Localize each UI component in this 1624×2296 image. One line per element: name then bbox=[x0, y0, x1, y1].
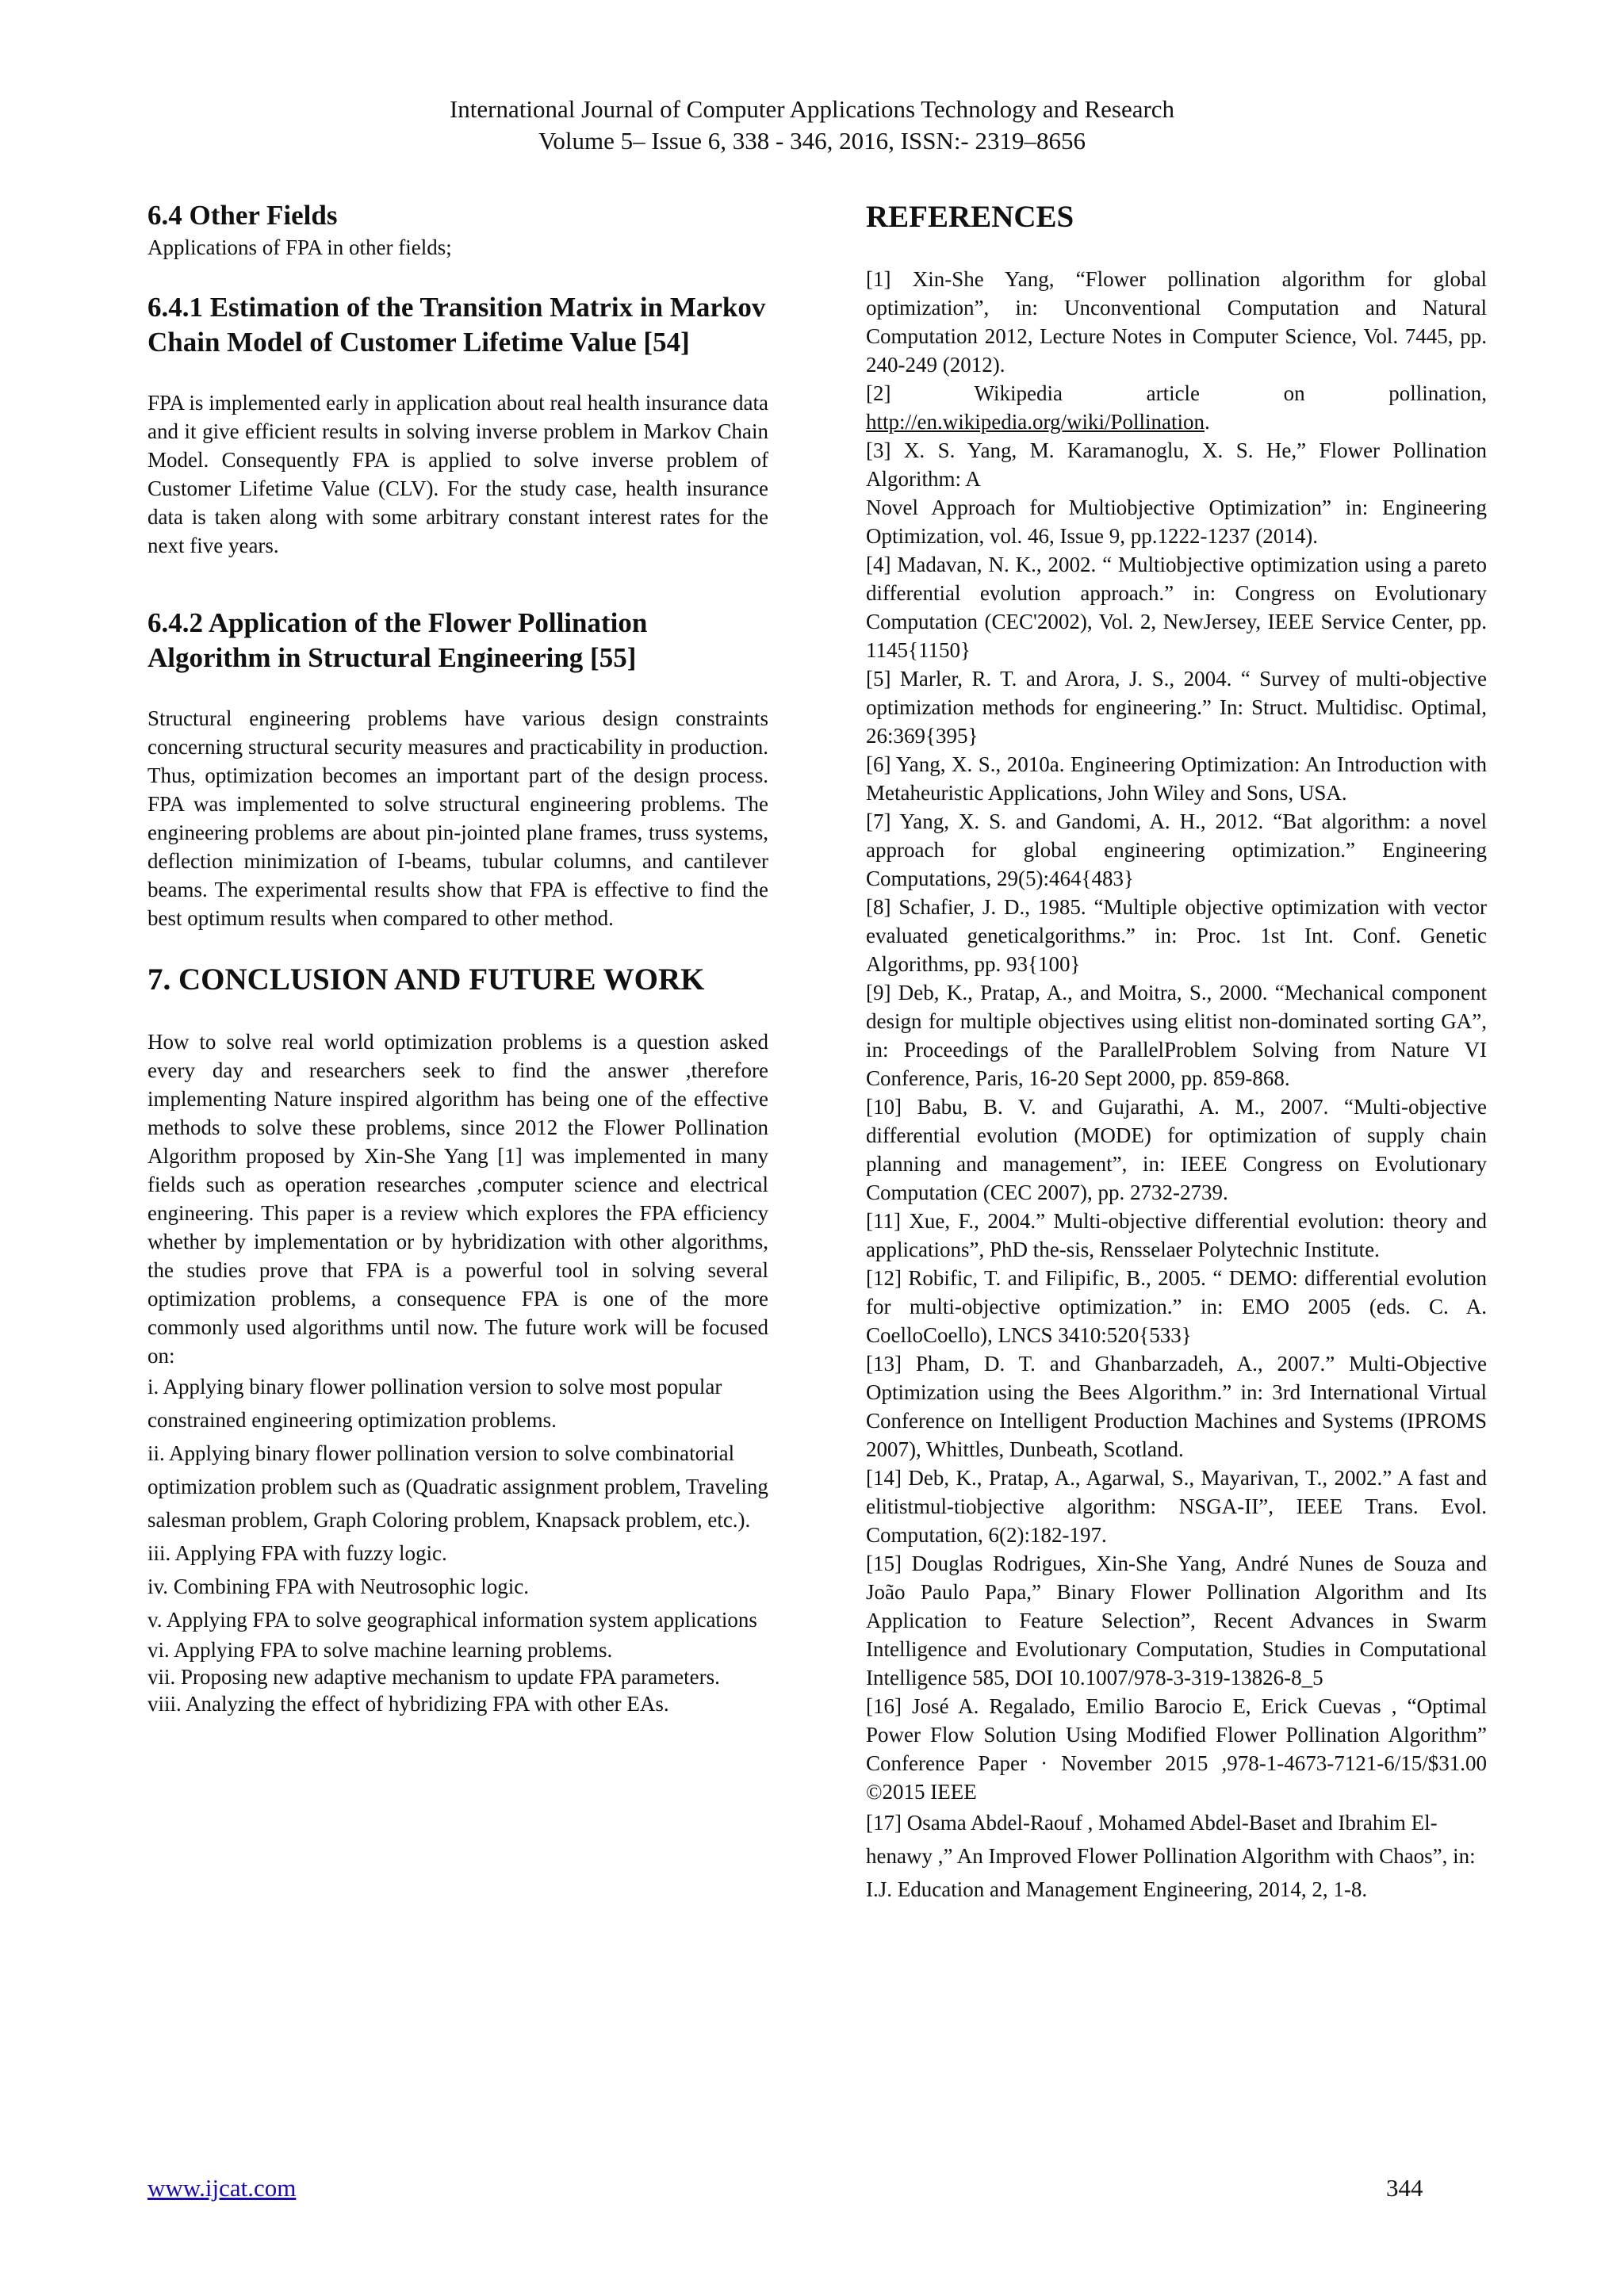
reference-item: [16] José A. Regalado, Emilio Barocio E, Erick Cuevas , “Optimal Power Flow Solution Using Modified Flower Pollination Algorithm” Conference Paper · November 2015 ,978-1-4673-7121-6/15/$31.00 ©2015 IEEE bbox=[866, 1694, 1487, 1804]
reference-text-end: . bbox=[1204, 410, 1210, 434]
list-item: i. Applying binary flower pollination version to solve most popular constrained engineering optimization problems. bbox=[147, 1375, 722, 1432]
reference-link[interactable]: http://en.wikipedia.org/wiki/Pollination bbox=[866, 410, 1205, 434]
reference-item: [17] Osama Abdel-Raouf , Mohamed Abdel-Baset and Ibrahim El-henawy ,” An Improved Flower Pollination Algorithm with Chaos”, in: I.J. Education and Management Engineering, 2014, 2, 1-8. bbox=[866, 1811, 1476, 1901]
reference-item: [9] Deb, K., Pratap, A., and Moitra, S., 2000. “Mechanical component design for multiple objectives using elitist non-dominated sorting GA”, in: Proceedings of the ParallelProblem Solving from Nature VI Conference, Paris, 16-20 Sept 2000, pp. 859-868. bbox=[866, 981, 1487, 1090]
list-item: vi. Applying FPA to solve machine learning problems. bbox=[147, 1638, 613, 1662]
list-item: iv. Combining FPA with Neutrosophic logic. bbox=[147, 1575, 530, 1598]
reference-item: [1] Xin-She Yang, “Flower pollination algorithm for global optimization”, in: Unconventional Computation and Natural Computation 2012, Lecture Notes in Computer Science, Vol. 7445, pp. 240-249 (2012). bbox=[866, 267, 1487, 377]
list-item: v. Applying FPA to solve geographical information system applications bbox=[147, 1608, 757, 1632]
reference-item bbox=[866, 379, 1487, 436]
section-6-4-title: 6.4 Other Fields bbox=[147, 200, 338, 231]
footer-website-link[interactable]: www.ijcat.com bbox=[147, 2174, 297, 2202]
list-item: ii. Applying binary flower pollination version to solve combinatorial optimization problem such as (Quadratic assignment problem, Traveling salesman problem, Graph Coloring problem, Knapsack problem, etc.). bbox=[147, 1441, 768, 1532]
reference-item: [14] Deb, K., Pratap, A., Agarwal, S., Mayarivan, T., 2002.” A fast and elitistmul-tiobjective algorithm: NSGA-II”, IEEE Trans. Evol. Computation, 6(2):182-197. bbox=[866, 1466, 1487, 1547]
section-7-title: 7. CONCLUSION AND FUTURE WORK bbox=[147, 962, 705, 997]
reference-item: [4] Madavan, N. K., 2002. “ Multiobjective optimization using a pareto differential evolution approach.” in: Congress on Evolutionary Computation (CEC'2002), Vol. 2, NewJersey, IEEE Service Center, pp. 1145{1150} bbox=[866, 553, 1487, 662]
section-6-4-1-title: 6.4.1 Estimation of the Transition Matrix in Markov Chain Model of Customer Lifetime Value [54] bbox=[147, 292, 766, 358]
references-list bbox=[866, 265, 1487, 1906]
future-work-list bbox=[147, 1370, 768, 1717]
list-item: viii. Analyzing the effect of hybridizing FPA with other EAs. bbox=[147, 1692, 669, 1716]
reference-item: [11] Xue, F., 2004.” Multi-objective differential evolution: theory and applications”, PhD the-sis, Rensselaer Polytechnic Institute. bbox=[866, 1209, 1487, 1261]
left-column bbox=[147, 198, 768, 1717]
right-column bbox=[866, 198, 1487, 1906]
journal-title: International Journal of Computer Applications Technology and Research bbox=[449, 95, 1175, 123]
reference-item: [10] Babu, B. V. and Gujarathi, A. M., 2007. “Multi-objective differential evolution (MODE) for optimization of supply chain planning and management”, in: IEEE Congress on Evolutionary Computation (CEC 2007), pp. 2732-2739. bbox=[866, 1095, 1487, 1204]
section-7-body: How to solve real world optimization problems is a question asked every day and researchers seek to find the answer ,therefore implementing Nature inspired algorithm has being one of the effective methods to solve these problems, since 2012 the Flower Pollination Algorithm proposed by Xin-She Yang [1] was implemented in many fields such as operation researches ,computer science and electrical engineering. This paper is a review which explores the FPA efficiency whether by implementation or by hybridization with other algorithms, the studies prove that FPA is a powerful tool in solving several optimization problems, a consequence FPA is one of the more commonly used algorithms until now. The future work will be focused on: bbox=[147, 1030, 768, 1368]
list-item: iii. Applying FPA with fuzzy logic. bbox=[147, 1541, 447, 1565]
references-title: REFERENCES bbox=[866, 200, 1074, 234]
section-6-4-1-body: FPA is implemented early in application about real health insurance data and it give efficient results in solving inverse problem in Markov Chain Model. Consequently FPA is applied to solve inverse problem of Customer Lifetime Value (CLV). For the study case, health insurance data is taken along with some arbitrary constant interest rates for the next five years. bbox=[147, 391, 768, 557]
journal-header bbox=[0, 94, 1624, 157]
reference-item: [6] Yang, X. S., 2010a. Engineering Optimization: An Introduction with Metaheuristic Applications, John Wiley and Sons, USA. bbox=[866, 752, 1487, 805]
list-item: vii. Proposing new adaptive mechanism to update FPA parameters. bbox=[147, 1665, 720, 1689]
section-6-4-intro: Applications of FPA in other fields; bbox=[147, 235, 452, 259]
journal-volume: Volume 5– Issue 6, 338 - 346, 2016, ISSN:- 2319–8656 bbox=[538, 127, 1086, 155]
section-6-4-2-body: Structural engineering problems have various design constraints concerning structural security measures and practicability in production. Thus, optimization becomes an important part of the design process. FPA was implemented to solve structural engineering problems. The engineering problems are about pin-jointed plane frames, truss systems, deflection minimization of I-beams, tubular columns, and cantilever beams. The experimental results show that FPA is effective to find the best optimum results when compared to other method. bbox=[147, 706, 768, 930]
page-number: 344 bbox=[1386, 2174, 1423, 2202]
reference-item: [8] Schafier, J. D., 1985. “Multiple objective optimization with vector evaluated geneticalgorithms.” in: Proc. 1st Int. Conf. Genetic Algorithms, pp. 93{100} bbox=[866, 895, 1487, 976]
reference-item: [7] Yang, X. S. and Gandomi, A. H., 2012. “Bat algorithm: a novel approach for global engineering optimization.” Engineering Computations, 29(5):464{483} bbox=[866, 809, 1487, 890]
reference-text: [2] Wikipedia article on pollination, bbox=[866, 381, 1487, 405]
reference-item: [13] Pham, D. T. and Ghanbarzadeh, A., 2007.” Multi-Objective Optimization using the Bees Algorithm.” in: 3rd International Virtual Conference on Intelligent Production Machines and Systems (IPROMS 2007), Whittles, Dunbeath, Scotland. bbox=[866, 1352, 1487, 1461]
reference-item: [3] X. S. Yang, M. Karamanoglu, X. S. He,” Flower Pollination Algorithm: A bbox=[866, 438, 1487, 491]
reference-item: [15] Douglas Rodrigues, Xin-She Yang, André Nunes de Souza and João Paulo Papa,” Binary Flower Pollination Algorithm and Its Application to Feature Selection”, Recent Advances in Swarm Intelligence and Evolutionary Computation, Studies in Computational Intelligence 585, DOI 10.1007/978-3-319-13826-8_5 bbox=[866, 1552, 1487, 1689]
section-6-4-2-title: 6.4.2 Application of the Flower Pollination Algorithm in Structural Engineering [55] bbox=[147, 607, 648, 673]
reference-item: [12] Robific, T. and Filipific, B., 2005. “ DEMO: differential evolution for multi-objective optimization.” in: EMO 2005 (eds. C. A. CoelloCoello), LNCS 3410:520{533} bbox=[866, 1266, 1487, 1347]
reference-item: [5] Marler, R. T. and Arora, J. S., 2004. “ Survey of multi-objective optimization methods for engineering.” In: Struct. Multidisc. Optimal, 26:369{395} bbox=[866, 667, 1487, 748]
reference-item: Novel Approach for Multiobjective Optimization” in: Engineering Optimization, vol. 46, Issue 9, pp.1222-1237 (2014). bbox=[866, 496, 1487, 548]
